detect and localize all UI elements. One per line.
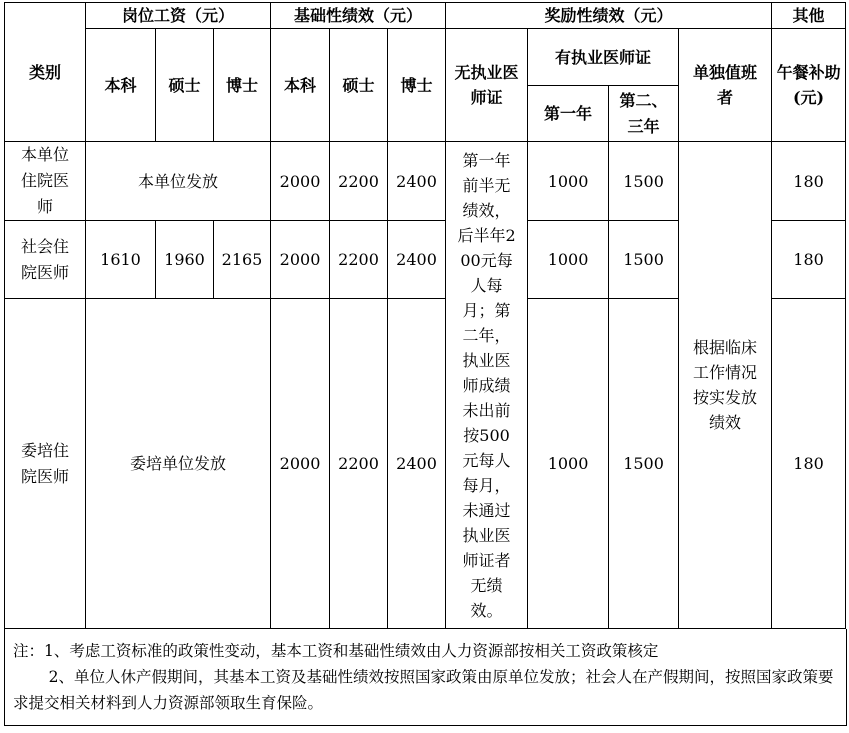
header-category: 类别 (5, 3, 86, 142)
cert-first-year: 1000 (528, 299, 609, 629)
no-cert-policy (446, 142, 528, 629)
salary-table-page (4, 2, 845, 726)
cert-later-years: 1500 (609, 221, 679, 299)
note-line-2: 2、单位人休产假期间，其基本工资及基础性绩效按照国家政策由原单位发放；社会人在产假期间，按照国家政策要求提交相关材料到人力资源部领取生育保险。 (13, 668, 834, 712)
row-category (5, 221, 86, 299)
table-row (5, 142, 846, 221)
basic-doctor: 2400 (388, 299, 446, 629)
post-salary-text: 本单位发放 (86, 142, 271, 221)
post-master: 1960 (156, 221, 214, 299)
row-category-label: 委培住院医师 (21, 440, 70, 486)
header-post-salary: 岗位工资（元） (86, 3, 271, 29)
cert-first-year: 1000 (528, 142, 609, 221)
note-line-1: 注：1、考虑工资标准的政策性变动，基本工资和基础性绩效由人力资源部按相关工资政策核定 (13, 642, 659, 660)
header-reward-performance: 奖励性绩效（元） (446, 3, 772, 29)
header-meal (772, 29, 846, 142)
row-category-label: 本单位住院医师 (21, 145, 70, 216)
basic-master: 2200 (330, 142, 388, 221)
basic-master: 2200 (330, 299, 388, 629)
header-post-bachelor: 本科 (86, 29, 156, 142)
header-basic-doctor: 博士 (388, 29, 446, 142)
cert-later-years: 1500 (609, 299, 679, 629)
meal-allowance: 180 (772, 221, 846, 299)
header-meal-label: 午餐补助(元) (776, 63, 841, 107)
header-no-cert (446, 29, 528, 142)
row-category-label: 社会住院医师 (21, 236, 70, 282)
header-post-master: 硕士 (156, 29, 214, 142)
basic-doctor: 2400 (388, 221, 446, 299)
duty-policy-text: 根据临床工作情况按实发放绩效 (693, 338, 758, 432)
meal-allowance: 180 (772, 142, 846, 221)
header-basic-performance: 基础性绩效（元） (271, 3, 446, 29)
salary-table (4, 2, 846, 629)
basic-bachelor: 2000 (271, 142, 330, 221)
header-second-third-year (609, 86, 679, 142)
header-post-doctor: 博士 (214, 29, 271, 142)
header-first-year: 第一年 (528, 86, 609, 142)
meal-allowance: 180 (772, 299, 846, 629)
cert-later-years: 1500 (609, 142, 679, 221)
post-bachelor: 1610 (86, 221, 156, 299)
row-category (5, 299, 86, 629)
basic-doctor: 2400 (388, 142, 446, 221)
header-other: 其他 (772, 3, 846, 29)
post-salary-text: 委培单位发放 (86, 299, 271, 629)
duty-policy (679, 142, 772, 629)
header-basic-master: 硕士 (330, 29, 388, 142)
post-doctor: 2165 (214, 221, 271, 299)
basic-bachelor: 2000 (271, 299, 330, 629)
basic-bachelor: 2000 (271, 221, 330, 299)
no-cert-policy-text: 第一年前半无绩效，后半年200元每人每月；第二年，执业医师成绩未出前按500元每人每月，未通过执业医师证者无绩效。 (457, 150, 516, 620)
cert-first-year: 1000 (528, 221, 609, 299)
notes-block (4, 629, 847, 726)
header-row-2 (5, 29, 846, 86)
header-basic-bachelor: 本科 (271, 29, 330, 142)
header-with-cert: 有执业医师证 (528, 29, 679, 86)
header-no-cert-label: 无执业医师证 (454, 63, 519, 107)
basic-master: 2200 (330, 221, 388, 299)
row-category (5, 142, 86, 221)
header-duty (679, 29, 772, 142)
header-row-1 (5, 3, 846, 29)
header-duty-label: 单独值班者 (693, 63, 758, 107)
header-second-third-year-label: 第二、三年 (619, 90, 668, 136)
